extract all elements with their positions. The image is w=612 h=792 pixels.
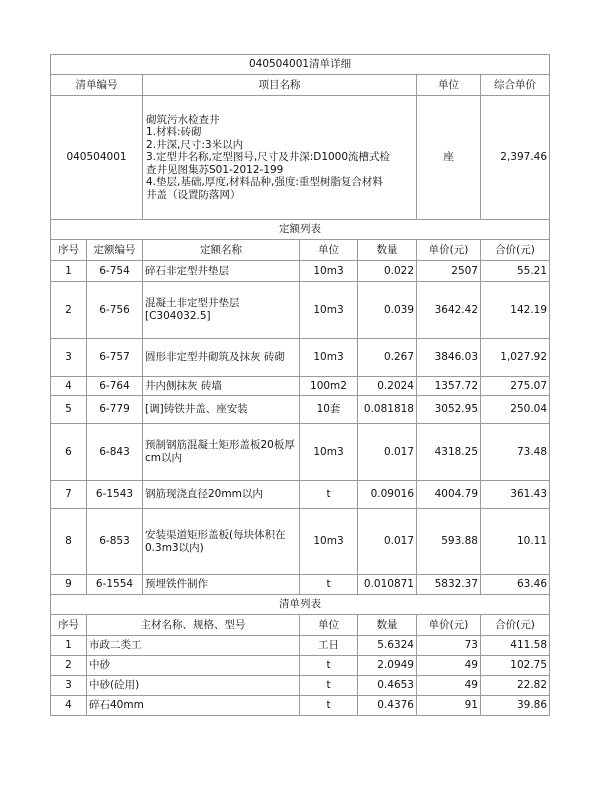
quota-total: 63.46 bbox=[481, 575, 550, 595]
material-qty: 0.4653 bbox=[358, 676, 417, 696]
bill-code: 040504001 bbox=[51, 96, 143, 220]
materials-header-total: 合价(元) bbox=[481, 615, 550, 636]
quota-unit: 10m3 bbox=[300, 424, 358, 481]
quota-unit: 10m3 bbox=[300, 509, 358, 575]
bill-row bbox=[51, 96, 550, 220]
quota-price: 3846.03 bbox=[417, 339, 481, 377]
quota-code: 6-843 bbox=[87, 424, 143, 481]
bill-description-line: 3.定型井名称,定型图号,尺寸及井深:D1000流槽式检 bbox=[146, 151, 391, 164]
quota-row bbox=[51, 575, 550, 595]
materials-section-row bbox=[51, 595, 550, 615]
material-price: 49 bbox=[417, 676, 481, 696]
quota-price: 4318.25 bbox=[417, 424, 481, 481]
quota-name: 预埋铁件制作 bbox=[143, 575, 300, 595]
material-row bbox=[51, 636, 550, 656]
bill-description-line: 井盖（设置防落网） bbox=[146, 188, 241, 201]
bill-description-line: 4.垫层,基础,厚度,材料品种,强度:重型树脂复合材料 bbox=[146, 176, 383, 189]
material-name: 市政二类工 bbox=[87, 636, 300, 656]
quota-no: 2 bbox=[51, 282, 87, 339]
quota-row bbox=[51, 377, 550, 396]
bill-header-price: 综合单价 bbox=[481, 75, 550, 96]
quota-unit: t bbox=[300, 481, 358, 509]
quota-qty: 0.022 bbox=[358, 261, 417, 282]
quota-price: 2507 bbox=[417, 261, 481, 282]
quota-total: 275.07 bbox=[481, 377, 550, 396]
quota-row bbox=[51, 282, 550, 339]
material-total: 411.58 bbox=[481, 636, 550, 656]
material-qty: 5.6324 bbox=[358, 636, 417, 656]
material-name: 中砂(砼用) bbox=[87, 676, 300, 696]
quota-qty: 0.267 bbox=[358, 339, 417, 377]
bill-detail-table bbox=[50, 54, 550, 716]
quota-header-code: 定额编号 bbox=[87, 240, 143, 261]
material-price: 91 bbox=[417, 696, 481, 716]
quota-section-row bbox=[51, 220, 550, 240]
bill-description-line: 砌筑污水检查井 bbox=[146, 113, 220, 126]
materials-header-name: 主材名称、规格、型号 bbox=[87, 615, 300, 636]
quota-no: 9 bbox=[51, 575, 87, 595]
quota-code: 6-754 bbox=[87, 261, 143, 282]
quota-name: 井内侧抹灰 砖墙 bbox=[143, 377, 300, 396]
quota-name: [调]铸铁井盖、座安装 bbox=[143, 396, 300, 424]
quota-total: 73.48 bbox=[481, 424, 550, 481]
material-no: 3 bbox=[51, 676, 87, 696]
material-unit: t bbox=[300, 656, 358, 676]
quota-price: 4004.79 bbox=[417, 481, 481, 509]
quota-code: 6-757 bbox=[87, 339, 143, 377]
materials-header-no: 序号 bbox=[51, 615, 87, 636]
quota-qty: 0.039 bbox=[358, 282, 417, 339]
quota-qty: 0.010871 bbox=[358, 575, 417, 595]
material-unit: t bbox=[300, 676, 358, 696]
materials-section-title: 清单列表 bbox=[51, 595, 550, 615]
quota-header-row bbox=[51, 240, 550, 261]
quota-total: 1,027.92 bbox=[481, 339, 550, 377]
materials-header-row bbox=[51, 615, 550, 636]
quota-qty: 0.017 bbox=[358, 424, 417, 481]
quota-qty: 0.2024 bbox=[358, 377, 417, 396]
quota-code: 6-1543 bbox=[87, 481, 143, 509]
material-total: 39.86 bbox=[481, 696, 550, 716]
quota-no: 1 bbox=[51, 261, 87, 282]
quota-qty: 0.017 bbox=[358, 509, 417, 575]
quota-name: 预制钢筋混凝土矩形盖板20板厚cm以内 bbox=[143, 424, 300, 481]
quota-code: 6-756 bbox=[87, 282, 143, 339]
material-unit: t bbox=[300, 696, 358, 716]
quota-unit: 10套 bbox=[300, 396, 358, 424]
quota-section-title: 定额列表 bbox=[51, 220, 550, 240]
materials-header-qty: 数量 bbox=[358, 615, 417, 636]
material-no: 1 bbox=[51, 636, 87, 656]
material-row bbox=[51, 676, 550, 696]
quota-header-total: 合价(元) bbox=[481, 240, 550, 261]
quota-total: 142.19 bbox=[481, 282, 550, 339]
bill-header-name: 项目名称 bbox=[143, 75, 417, 96]
material-name: 碎石40mm bbox=[87, 696, 300, 716]
document-title: 040504001清单详细 bbox=[51, 55, 550, 75]
quota-total: 250.04 bbox=[481, 396, 550, 424]
quota-name: 钢筋现浇直径20mm以内 bbox=[143, 481, 300, 509]
quota-code: 6-764 bbox=[87, 377, 143, 396]
material-unit: 工日 bbox=[300, 636, 358, 656]
quota-price: 3052.95 bbox=[417, 396, 481, 424]
materials-header-unit: 单位 bbox=[300, 615, 358, 636]
quota-row bbox=[51, 481, 550, 509]
material-price: 73 bbox=[417, 636, 481, 656]
quota-code: 6-853 bbox=[87, 509, 143, 575]
quota-header-no: 序号 bbox=[51, 240, 87, 261]
bill-description-line: 2.井深,尺寸:3米以内 bbox=[146, 138, 244, 151]
material-qty: 2.0949 bbox=[358, 656, 417, 676]
bill-header-row bbox=[51, 75, 550, 96]
bill-description-line: 查井见图集苏S01-2012-199 bbox=[146, 163, 284, 176]
quota-unit: 10m3 bbox=[300, 282, 358, 339]
material-name: 中砂 bbox=[87, 656, 300, 676]
quota-row bbox=[51, 509, 550, 575]
quota-name: 安装渠道矩形盖板(每块体积在0.3m3以内) bbox=[143, 509, 300, 575]
material-row bbox=[51, 656, 550, 676]
material-price: 49 bbox=[417, 656, 481, 676]
quota-total: 10.11 bbox=[481, 509, 550, 575]
bill-header-code: 清单编号 bbox=[51, 75, 143, 96]
quota-unit: 100m2 bbox=[300, 377, 358, 396]
quota-no: 8 bbox=[51, 509, 87, 575]
quota-no: 7 bbox=[51, 481, 87, 509]
quota-total: 361.43 bbox=[481, 481, 550, 509]
quota-no: 6 bbox=[51, 424, 87, 481]
quota-row bbox=[51, 424, 550, 481]
material-no: 4 bbox=[51, 696, 87, 716]
quota-unit: 10m3 bbox=[300, 339, 358, 377]
quota-price: 593.88 bbox=[417, 509, 481, 575]
quota-row bbox=[51, 339, 550, 377]
quota-code: 6-1554 bbox=[87, 575, 143, 595]
materials-header-price: 单价(元) bbox=[417, 615, 481, 636]
quota-price: 5832.37 bbox=[417, 575, 481, 595]
quota-name: 碎石非定型井垫层 bbox=[143, 261, 300, 282]
quota-no: 4 bbox=[51, 377, 87, 396]
quota-code: 6-779 bbox=[87, 396, 143, 424]
quota-unit: 10m3 bbox=[300, 261, 358, 282]
document-title-row bbox=[51, 55, 550, 75]
quota-name: 圆形非定型井砌筑及抹灰 砖砌 bbox=[143, 339, 300, 377]
bill-description-line: 1.材料:砖砌 bbox=[146, 126, 202, 139]
material-qty: 0.4376 bbox=[358, 696, 417, 716]
quota-price: 1357.72 bbox=[417, 377, 481, 396]
bill-unit: 座 bbox=[417, 96, 481, 220]
quota-header-price: 单价(元) bbox=[417, 240, 481, 261]
quota-header-name: 定额名称 bbox=[143, 240, 300, 261]
bill-price: 2,397.46 bbox=[481, 96, 550, 220]
material-total: 22.82 bbox=[481, 676, 550, 696]
material-no: 2 bbox=[51, 656, 87, 676]
quota-header-qty: 数量 bbox=[358, 240, 417, 261]
quota-unit: t bbox=[300, 575, 358, 595]
quota-total: 55.21 bbox=[481, 261, 550, 282]
quota-row bbox=[51, 261, 550, 282]
material-row bbox=[51, 696, 550, 716]
quota-row bbox=[51, 396, 550, 424]
bill-header-unit: 单位 bbox=[417, 75, 481, 96]
bill-description bbox=[143, 96, 417, 220]
quota-qty: 0.081818 bbox=[358, 396, 417, 424]
material-total: 102.75 bbox=[481, 656, 550, 676]
quota-header-unit: 单位 bbox=[300, 240, 358, 261]
quota-qty: 0.09016 bbox=[358, 481, 417, 509]
quota-price: 3642.42 bbox=[417, 282, 481, 339]
quota-no: 5 bbox=[51, 396, 87, 424]
quota-no: 3 bbox=[51, 339, 87, 377]
quota-name: 混凝土非定型井垫层[C304032.5] bbox=[143, 282, 300, 339]
